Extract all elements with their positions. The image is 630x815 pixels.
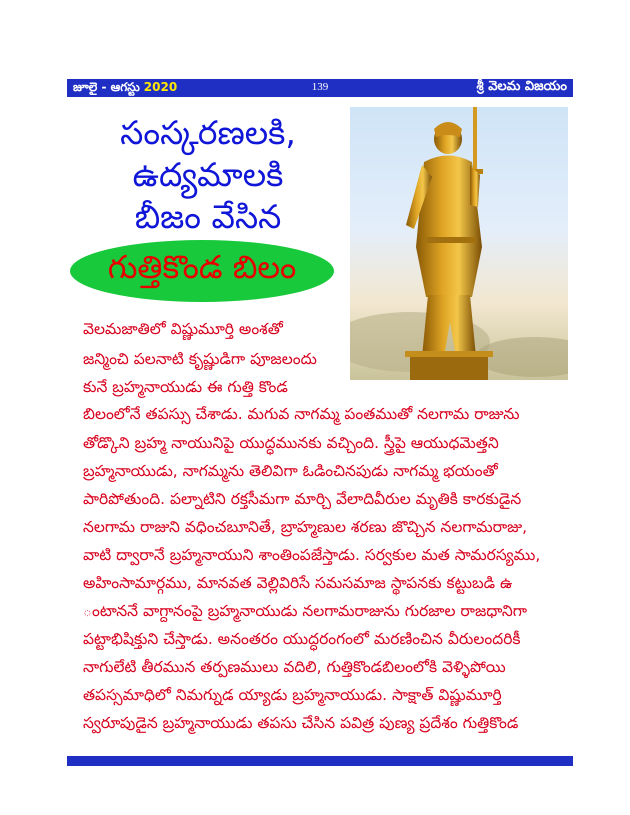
body-line-4: బిలంలోనే తపస్సు చేశాడు. మగువ నాగమ్మ పంతముతో నలగామ రాజును xyxy=(83,405,520,423)
footer-bar xyxy=(67,756,573,766)
highlight-oval xyxy=(70,240,334,302)
magazine-title: శ్రీ వెలమ విజయం xyxy=(476,79,567,94)
body-line-12: పట్టాభిషిక్తుని చేస్తాడు. అనంతరం యుద్ధరంగంలో మరణించిన వీరులందరికీ xyxy=(83,630,521,648)
page-number: 139 xyxy=(311,81,329,93)
title-line-1: సంస్కరణలకి, xyxy=(120,113,296,152)
body-line-9: వాటి ద్వారానే బ్రహ్మనాయుని శాంతింపజేస్తాడు. సర్వకుల మత సామరస్యము, xyxy=(83,546,541,564)
highlight-title: గుత్తికొండ బిలం xyxy=(107,248,297,286)
body-line-6: బ్రహ్మనాయుడు, నాగమ్మను తెలివిగా ఓడించినపుడు నాగమ్మ భయంతో xyxy=(83,462,498,480)
body-line-13: నాగులేటి తీరమున తర్పణములు వదిలి, గుత్తికొండబిలంలోకి వెళ్ళిపోయి xyxy=(83,658,506,676)
body-line-1: వెలమజాతిలో విష్ణుమూర్తి అంశతో xyxy=(83,320,283,338)
body-line-11: ంటాననే వాగ్దానంపై బ్రహ్మనాయుడు నలగామరాజును గురజాల రాజధానిగా xyxy=(83,602,528,620)
body-line-15: స్వరూపుడైన బ్రహ్మనాయుడు తపసు చేసిన పవిత్ర పుణ్య ప్రదేశం గుత్తికొండ xyxy=(83,714,519,732)
body-line-5: తోడ్కొని బ్రహ్మ నాయునిపై యుద్ధమునకు వచ్చింది. స్త్రీపై ఆయుధమెత్తని xyxy=(83,434,499,452)
issue-year: 2020 xyxy=(143,80,178,94)
body-line-14: తపస్సమాధిలో నిమగ్నుడ య్యాడు బ్రహ్మనాయుడు. సాక్షాత్ విష్ణుమూర్తి xyxy=(83,686,502,704)
header-bar xyxy=(67,79,573,97)
title-line-3: బీజం వేసిన xyxy=(134,197,282,236)
body-line-7: పారిపోతుంది. పల్నాటిని రక్తసీమగా మార్చి వేలాదివీరుల మృతికి కారకుడైన xyxy=(83,490,522,508)
body-line-3: కునే బ్రహ్మనాయుడు ఈ గుత్తి కొండ xyxy=(83,378,288,396)
body-line-2: జన్మించి పలనాటి కృష్ణుడిగా పూజలందు xyxy=(83,350,317,368)
title-line-2: ఉద్యమాలకి xyxy=(132,155,284,194)
body-line-8: నలగామ రాజుని వధించబూనితే, బ్రాహ్మణుల శరణు జొచ్చిన నలగామరాజు, xyxy=(83,518,528,536)
body-line-10: అహింసామార్గము, మానవత వెల్లివిరిసే సమసమాజ స్థాపనకు కట్టుబడి ఉ xyxy=(83,574,513,592)
issue-month: జూలై - ఆగస్టు xyxy=(73,80,140,94)
